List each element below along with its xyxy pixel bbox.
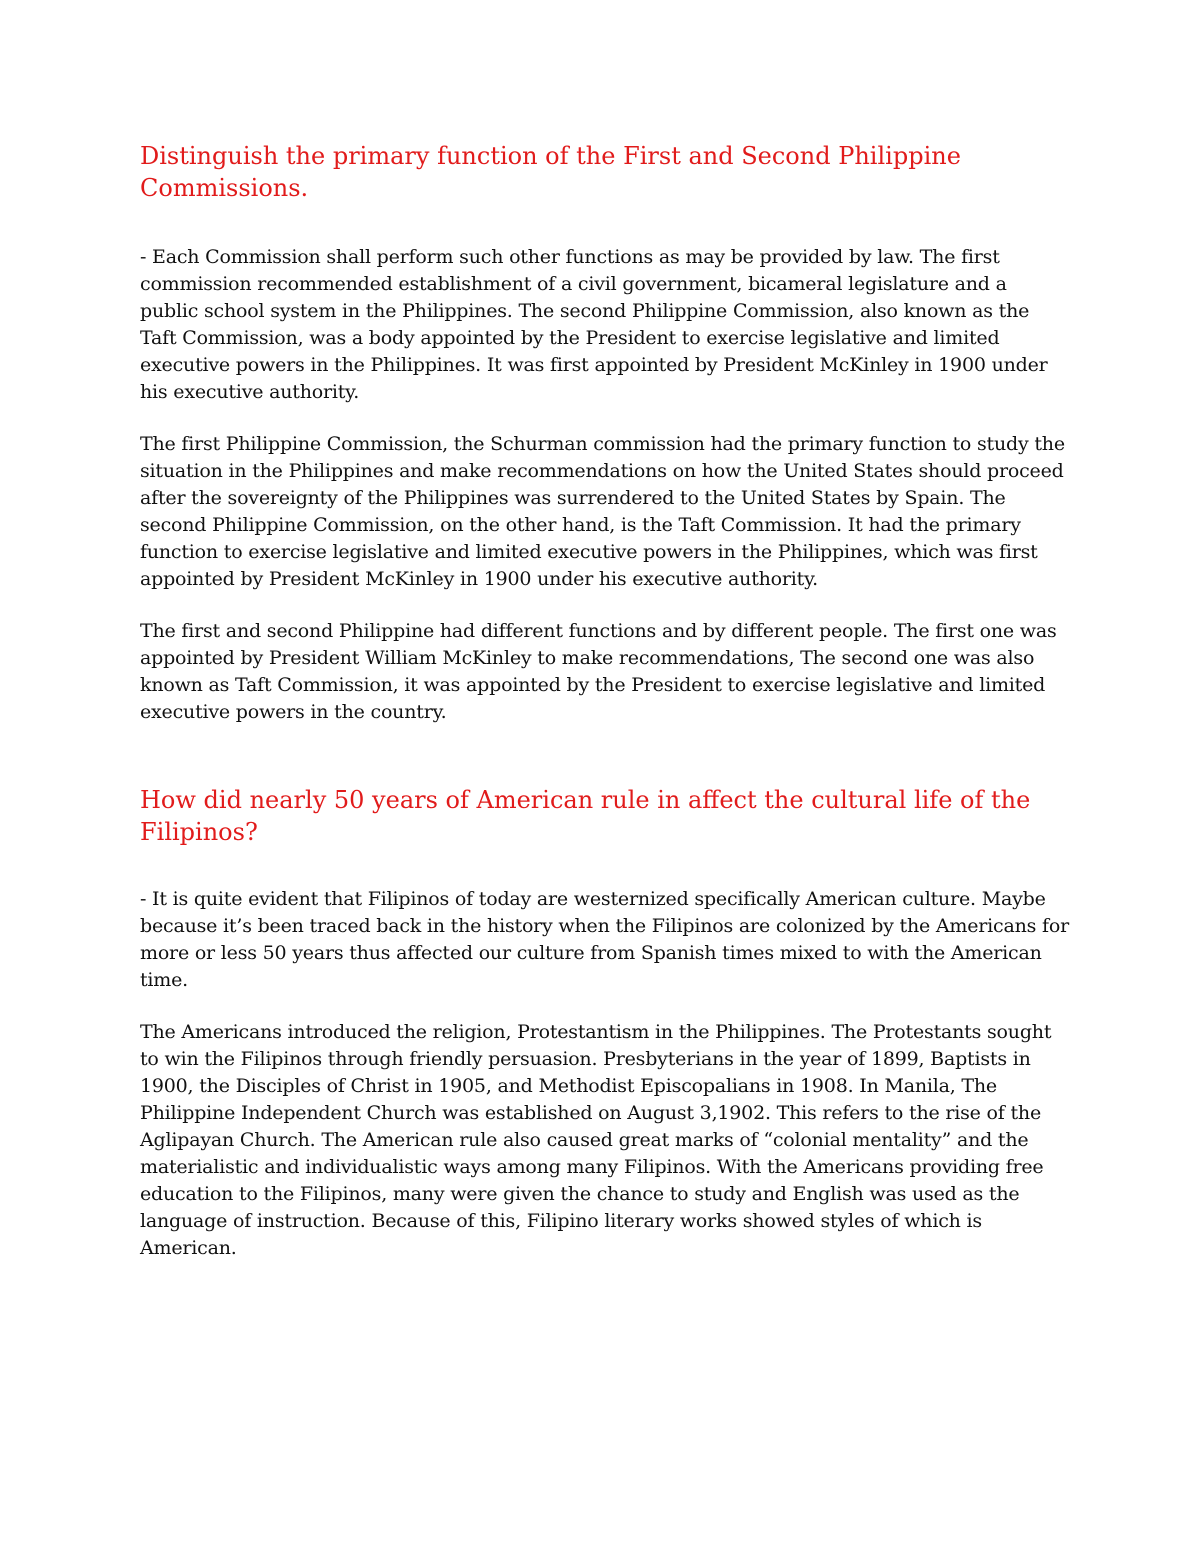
document-page [140,140,1070,1262]
question-heading-2: How did nearly 50 years of American rule in affect the cultural life of the Filipinos? [140,786,1031,846]
question-heading-1: Distinguish the primary function of the First and Second Philippine Commissions. [140,142,961,202]
answer-paragraph-2-2: The Americans introduced the religion, Protestantism in the Philippines. The Protestants sought to win the Filipinos through friendly persuasion. Presbyterians in the year of 1899, Baptists in 1900, the Disciples of Christ in 1905, and Methodist Episcopalians in 1908. In Manila, The Philippine Independent Church was established on August 3,1902. This refers to the rise of the Aglipayan Church. The American rule also caused great marks of “colonial mentality” and the materialistic and individualistic ways among many Filipinos. With the Americans providing free education to the Filipinos, many were given the chance to study and English was used as the language of instruction. Because of this, Filipino literary works showed styles of which is American. [140,1021,1052,1259]
answer-paragraph-1-2: The first Philippine Commission, the Schurman commission had the primary function to study the situation in the Philippines and make recommendations on how the United States should proceed after the sovereignty of the Philippines was surrendered to the United States by Spain. The second Philippine Commission, on the other hand, is the Taft Commission. It had the primary function to exercise legislative and limited executive powers in the Philippines, which was first appointed by President McKinley in 1900 under his executive authority. [140,433,1065,590]
answer-paragraph-2-1: - It is quite evident that Filipinos of today are westernized specifically American culture. Maybe because it’s been traced back in the history when the Filipinos are colonized by the Americans for more or less 50 years thus affected our culture from Spanish times mixed to with the American time. [140,888,1069,991]
answer-paragraph-1-3: The first and second Philippine had different functions and by different people. The first one was appointed by President William McKinley to make recommendations, The second one was also known as Taft Commission, it was appointed by the President to exercise legislative and limited executive powers in the country. [140,620,1057,723]
answer-paragraph-1-1: - Each Commission shall perform such other functions as may be provided by law. The first commission recommended establishment of a civil government, bicameral legislature and a public school system in the Philippines. The second Philippine Commission, also known as the Taft Commission, was a body appointed by the President to exercise legislative and limited executive powers in the Philippines. It was first appointed by President McKinley in 1900 under his executive authority. [140,246,1048,403]
